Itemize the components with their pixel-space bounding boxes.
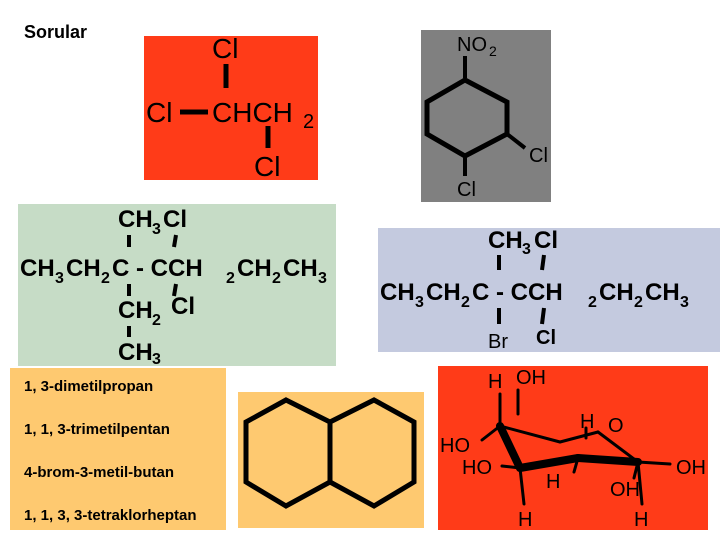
structure-panel-nitro-cyclohexane <box>421 30 551 202</box>
top-ch: CH <box>488 228 523 254</box>
structure-panel-trichloro <box>144 36 318 180</box>
atom-cl-bottom: Cl <box>457 179 476 201</box>
chair-bonds <box>482 390 670 504</box>
sugar-chair-svg <box>438 366 708 530</box>
structure-panel-decalin <box>238 392 424 528</box>
ring-right <box>330 400 414 506</box>
label-o-ring: O <box>608 415 624 437</box>
below-cl: Cl <box>536 327 556 349</box>
subscript-2: 2 <box>303 111 315 133</box>
name-item-1: 1, 3-dimetilpropan <box>24 378 154 395</box>
structure-trichloro-svg <box>144 36 318 180</box>
slide-title: Sorular <box>24 22 88 42</box>
main-ch3: CH <box>599 279 634 306</box>
bond-up-right <box>174 235 176 247</box>
top-cl: Cl <box>163 206 187 233</box>
label-oh-lower: OH <box>610 479 640 501</box>
main-ch2: CH <box>426 279 461 306</box>
main-sub2: 2 <box>101 270 110 287</box>
name-item-4: 1, 1, 3, 3-tetraklorheptan <box>24 507 197 524</box>
name-item-2: 1, 1, 3-trimetilpentan <box>24 421 170 438</box>
bond-down-right <box>542 308 544 324</box>
atom-cl-right: Cl <box>529 145 548 167</box>
main-sub5: 3 <box>680 294 689 311</box>
name-item-3: 4-brom-3-metil-butan <box>24 464 174 481</box>
main-ch3: CH <box>237 255 272 282</box>
ring-left <box>246 400 330 506</box>
main-sub3: 2 <box>226 270 235 287</box>
main-sub1: 3 <box>415 294 424 311</box>
label-h-bottom-right: H <box>634 509 649 530</box>
decalin-svg <box>238 392 424 528</box>
below-sub2: 2 <box>152 312 161 329</box>
atom-cl-left: Cl <box>146 97 173 128</box>
structure-panel-sugar <box>438 366 708 530</box>
label-oh-top: OH <box>516 367 546 389</box>
structure-panel-bromo-chain <box>378 228 720 352</box>
main-c-cch: C - CCH <box>112 255 203 282</box>
main-sub5: 3 <box>318 270 327 287</box>
main-sub2: 2 <box>461 294 470 311</box>
top-cl: Cl <box>534 228 558 254</box>
subscript-2: 2 <box>489 43 497 59</box>
main-sub4: 2 <box>272 270 281 287</box>
main-sub3: 2 <box>588 294 597 311</box>
structure-green-svg <box>18 204 336 366</box>
main-ch4: CH <box>283 255 318 282</box>
label-oh-right: OH <box>676 457 706 479</box>
label-h-mid: H <box>580 411 595 433</box>
main-ch1: CH <box>380 279 415 306</box>
below-br: Br <box>488 331 508 352</box>
structure-panel-chloro-chain <box>18 204 336 366</box>
below-ch: CH <box>118 297 153 324</box>
bond-cl-right <box>507 134 525 148</box>
below-cl: Cl <box>171 293 195 320</box>
label-ho-lower: HO <box>462 457 492 479</box>
names-list-panel <box>10 368 226 530</box>
label-h-lower: H <box>546 471 561 493</box>
top-ch: CH <box>118 206 153 233</box>
label-h-bottom-left: H <box>518 509 533 530</box>
label-ho-left: HO <box>440 435 470 457</box>
label-h-top: H <box>488 371 503 393</box>
atom-cl-bottom: Cl <box>254 151 281 180</box>
atom-cl-top: Cl <box>212 36 239 64</box>
main-c-cch: C - CCH <box>472 279 563 306</box>
main-ch1: CH <box>20 255 55 282</box>
structure-nitro-svg <box>421 30 551 202</box>
bond-up-right <box>542 255 544 270</box>
bottom-sub3: 3 <box>152 351 161 366</box>
atom-chch: CHCH <box>212 97 293 128</box>
top-sub3: 3 <box>522 241 531 258</box>
structure-blue-svg <box>378 228 720 352</box>
main-sub1: 3 <box>55 270 64 287</box>
bottom-ch: CH <box>118 339 153 366</box>
main-sub4: 2 <box>634 294 643 311</box>
cyclohexane-ring <box>427 80 507 156</box>
main-ch2: CH <box>66 255 101 282</box>
top-sub3: 3 <box>152 221 161 238</box>
atom-no: NO <box>457 34 487 56</box>
main-ch4: CH <box>645 279 680 306</box>
